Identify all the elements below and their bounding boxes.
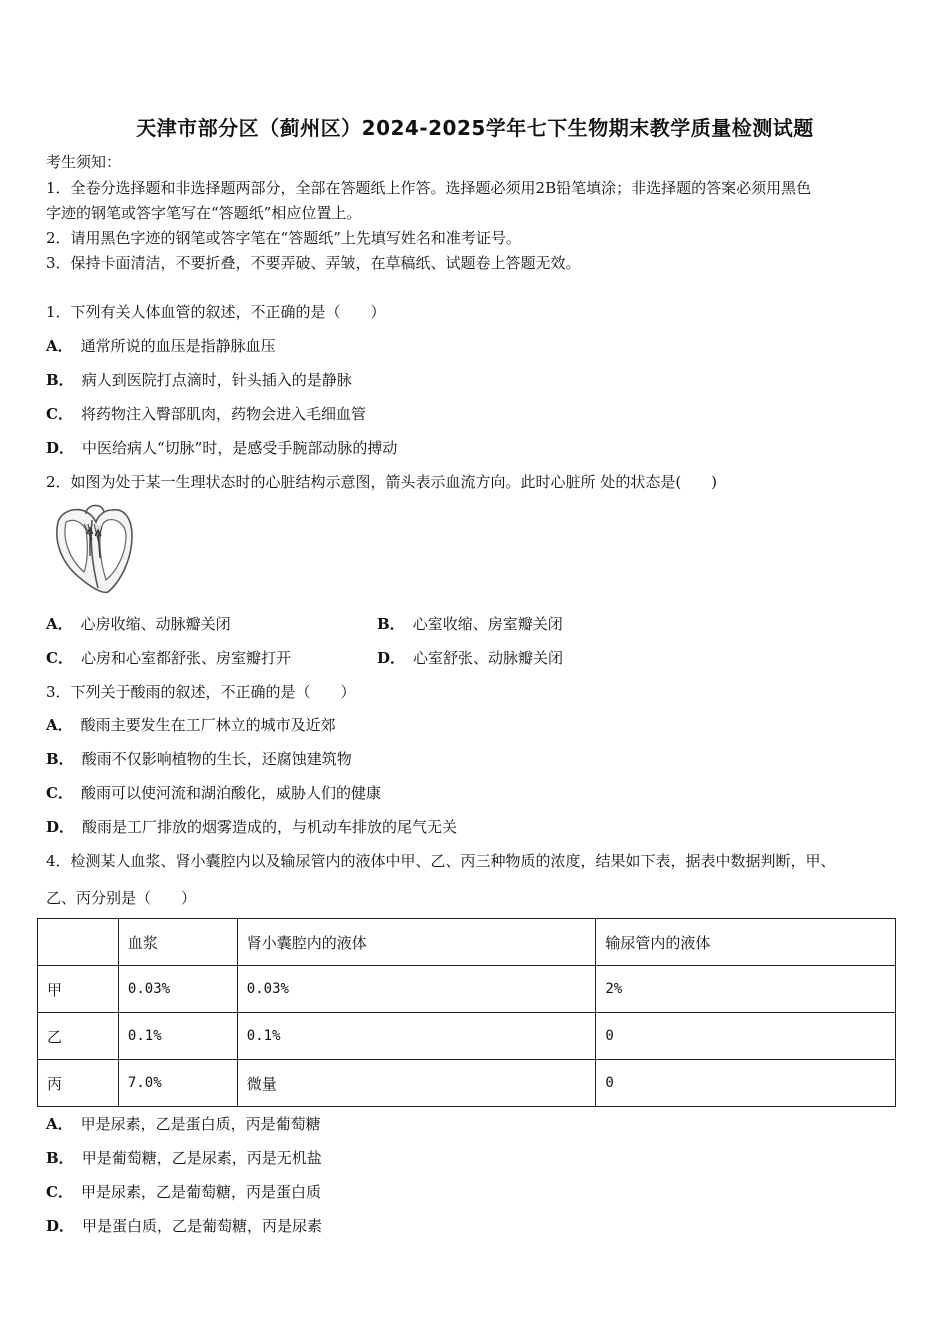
option-text: 甲是蛋白质，乙是葡萄糖，丙是尿素 [82, 1217, 323, 1235]
table-row-label: 甲 [38, 966, 119, 1013]
page-title: 天津市部分区（蓟州区）2024-2025学年七下生物期末教学质量检测试题 [136, 116, 814, 140]
option-letter: B． [46, 371, 74, 389]
q4-option-d [46, 1216, 322, 1236]
option-letter: A． [46, 1115, 73, 1133]
q3-option-d [46, 817, 457, 837]
option-text: 将药物注入臀部肌肉，药物会进入毛细血管 [80, 405, 366, 423]
option-text: 甲是尿素，乙是蛋白质，丙是葡萄糖 [80, 1115, 321, 1133]
table-header-cell: 血浆 [118, 919, 237, 966]
q1-option-b [46, 370, 352, 390]
option-letter: C． [46, 1183, 73, 1201]
option-letter: B． [46, 750, 74, 768]
table-cell: 7.0% [118, 1060, 237, 1107]
table-cell: 0 [596, 1013, 896, 1060]
q1-stem: 1．下列有关人体血管的叙述，不正确的是（ ） [46, 303, 386, 321]
q3-option-a [46, 715, 336, 735]
table-row-label: 乙 [38, 1013, 119, 1060]
table-header-cell: 肾小囊腔内的液体 [237, 919, 596, 966]
notice-item-1-cont: 字迹的钢笔或答字笔写在“答题纸”相应位置上。 [46, 204, 362, 222]
table-cell: 2% [596, 966, 896, 1013]
table-row [38, 1013, 896, 1060]
notice-heading: 考生须知： [46, 153, 122, 171]
option-letter: B． [377, 615, 405, 633]
option-letter: A． [46, 716, 73, 734]
notice-item-3: 3．保持卡面清洁，不要折叠，不要弄破、弄皱，在草稿纸、试题卷上答题无效。 [46, 254, 581, 272]
option-text: 酸雨可以使河流和湖泊酸化，威胁人们的健康 [80, 784, 381, 802]
option-text: 心室收缩、房室瓣关闭 [412, 615, 563, 633]
q4-option-c [46, 1182, 321, 1202]
q1-option-d [46, 438, 397, 458]
table-header-cell [38, 919, 119, 966]
option-letter: B． [46, 1149, 74, 1167]
option-letter: A． [46, 615, 73, 633]
table-cell: 0 [596, 1060, 896, 1107]
option-text: 心房收缩、动脉瓣关闭 [80, 615, 231, 633]
q2-option-c [46, 648, 291, 668]
q2-option-d [377, 648, 563, 668]
table-row [38, 1060, 896, 1107]
q4-option-a [46, 1114, 321, 1134]
table-cell: 微量 [237, 1060, 596, 1107]
table-header-row [38, 919, 896, 966]
table-cell: 0.03% [118, 966, 237, 1013]
q1-option-a [46, 336, 276, 356]
option-text: 甲是尿素，乙是葡萄糖，丙是蛋白质 [80, 1183, 321, 1201]
option-letter: D． [46, 439, 75, 457]
option-text: 心房和心室都舒张、房室瓣打开 [80, 649, 291, 667]
concentration-table [37, 918, 896, 1107]
option-text: 通常所说的血压是指静脉血压 [80, 337, 276, 355]
option-letter: D． [46, 1217, 75, 1235]
q1-option-c [46, 404, 366, 424]
q2-option-a [46, 614, 231, 634]
q4-stem: 4．检测某人血浆、肾小囊腔内以及输尿管内的液体中甲、乙、丙三种物质的浓度，结果如下表，据表中数据判断，甲、 [46, 852, 836, 870]
table-cell: 0.03% [237, 966, 596, 1013]
option-text: 酸雨主要发生在工厂林立的城市及近郊 [80, 716, 336, 734]
option-letter: D． [46, 818, 75, 836]
heart-diagram [50, 500, 136, 596]
q4-option-b [46, 1148, 322, 1168]
q3-option-c [46, 783, 381, 803]
q3-stem: 3．下列关于酸雨的叙述，不正确的是（ ） [46, 683, 356, 701]
option-letter: A． [46, 337, 73, 355]
q3-option-b [46, 749, 352, 769]
option-text: 酸雨是工厂排放的烟雾造成的，与机动车排放的尾气无关 [82, 818, 458, 836]
notice-item-1: 1．全卷分选择题和非选择题两部分，全部在答题纸上作答。选择题必须用2B铅笔填涂；非选择题的答案必须用黑色 [46, 179, 812, 197]
q4-stem-cont: 乙、丙分别是（ ） [46, 889, 197, 907]
option-letter: C． [46, 405, 73, 423]
table-row-label: 丙 [38, 1060, 119, 1107]
q2-stem: 2．如图为处于某一生理状态时的心脏结构示意图，箭头表示血流方向。此时心脏所 处的状态是( ) [46, 473, 718, 491]
option-text: 中医给病人“切脉”时，是感受手腕部动脉的搏动 [82, 439, 398, 457]
option-text: 酸雨不仅影响植物的生长，还腐蚀建筑物 [81, 750, 352, 768]
table-header-cell: 输尿管内的液体 [596, 919, 896, 966]
option-letter: D． [377, 649, 406, 667]
table-cell: 0.1% [118, 1013, 237, 1060]
option-text: 病人到医院打点滴时，针头插入的是静脉 [81, 371, 352, 389]
table-row [38, 966, 896, 1013]
option-letter: C． [46, 649, 73, 667]
table-cell: 0.1% [237, 1013, 596, 1060]
notice-item-2: 2．请用黑色字迹的钢笔或答字笔在“答题纸”上先填写姓名和准考证号。 [46, 229, 521, 247]
q2-option-b [377, 614, 563, 634]
option-letter: C． [46, 784, 73, 802]
option-text: 甲是葡萄糖，乙是尿素，丙是无机盐 [81, 1149, 322, 1167]
option-text: 心室舒张、动脉瓣关闭 [413, 649, 564, 667]
